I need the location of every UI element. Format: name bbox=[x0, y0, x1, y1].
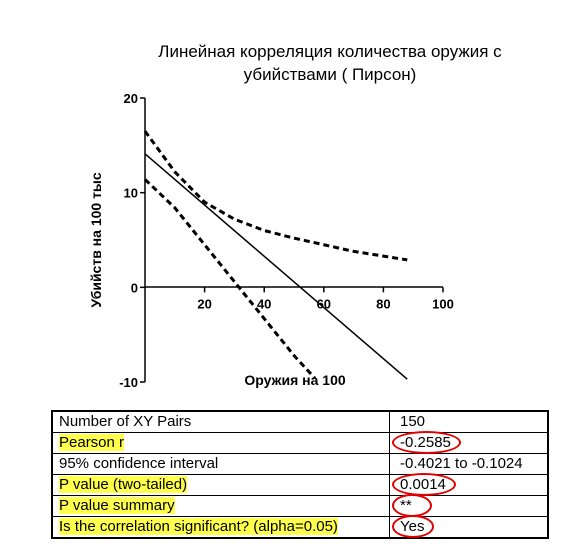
chart-title-line-2: убийствами ( Пирсон) bbox=[243, 65, 417, 84]
row-value: ** bbox=[400, 497, 412, 514]
row-value: 150 bbox=[400, 413, 426, 430]
confidence-band-line bbox=[145, 131, 407, 260]
row-value-cell bbox=[390, 411, 549, 433]
row-label: Pearson r bbox=[59, 434, 125, 451]
x-tick-label: 80 bbox=[376, 296, 391, 312]
row-label: Number of XY Pairs bbox=[59, 413, 192, 430]
row-value-cell bbox=[390, 433, 549, 454]
row-value-cell bbox=[390, 517, 549, 539]
row-value: 0.0014 bbox=[400, 476, 446, 493]
table-row bbox=[52, 496, 548, 517]
row-label-cell bbox=[52, 496, 390, 517]
row-label: P value (two-tailed) bbox=[59, 476, 188, 493]
row-value: -0.4021 to -0.1024 bbox=[400, 455, 523, 472]
x-tick-label: 100 bbox=[432, 296, 454, 312]
row-label-cell bbox=[52, 475, 390, 496]
row-label-cell bbox=[52, 454, 390, 475]
table-row bbox=[52, 475, 548, 496]
table-row bbox=[52, 433, 548, 454]
row-value-cell bbox=[390, 454, 549, 475]
x-tick-label: 40 bbox=[256, 296, 272, 312]
x-tick-label: 60 bbox=[316, 296, 332, 312]
y-axis-title: Убийств на 100 тыс bbox=[88, 172, 104, 308]
stats-table bbox=[51, 410, 549, 539]
x-tick-label: 20 bbox=[197, 296, 212, 312]
row-label: 95% confidence interval bbox=[59, 455, 219, 472]
y-tick-label: 10 bbox=[123, 185, 138, 201]
table-row bbox=[52, 411, 548, 433]
row-label: Is the correlation significant? (alpha=0.05) bbox=[59, 518, 338, 535]
table-row bbox=[52, 454, 548, 475]
row-value-cell bbox=[390, 475, 549, 496]
y-tick-label: -10 bbox=[119, 375, 138, 390]
row-value-cell bbox=[390, 496, 549, 517]
row-label-cell bbox=[52, 517, 390, 539]
chart-title-line-1: Линейная корреляция количества оружия с bbox=[158, 42, 502, 61]
table-row bbox=[52, 517, 548, 539]
row-label-cell bbox=[52, 411, 390, 433]
row-value: Yes bbox=[400, 518, 425, 535]
row-label: P value summary bbox=[59, 497, 175, 514]
y-tick-label: 20 bbox=[123, 91, 138, 106]
y-tick-label: 0 bbox=[130, 280, 138, 296]
x-axis-title: Оружия на 100 bbox=[244, 372, 346, 388]
regression-line bbox=[145, 154, 407, 379]
row-value: -0.2585 bbox=[400, 434, 451, 451]
row-label-cell bbox=[52, 433, 390, 454]
